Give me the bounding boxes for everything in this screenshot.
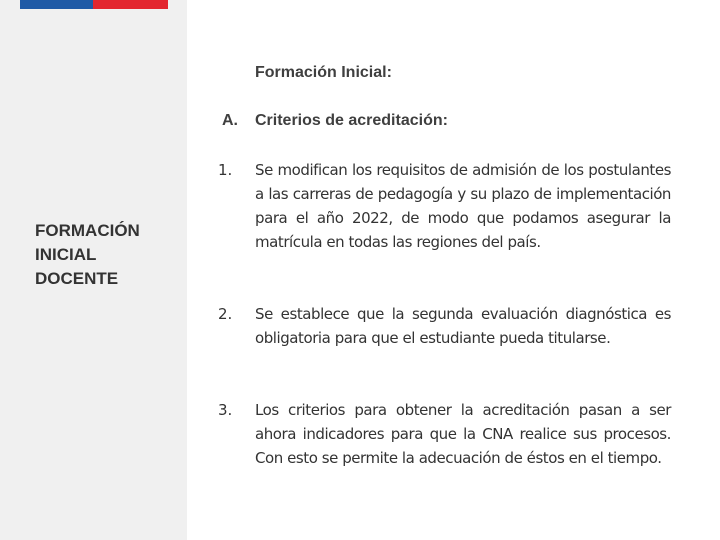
list-item-text: Se establece que la segunda evaluación diagnóstica es obligatoria para que el estudiante pueda titularse. — [255, 305, 671, 347]
list-item — [218, 398, 671, 470]
criteria-heading — [222, 112, 448, 130]
sidebar-title-line: FORMACIÓN — [35, 221, 140, 240]
heading-text: Criterios de acreditación: — [255, 112, 448, 129]
sidebar-title — [35, 219, 185, 291]
heading-marker: A. — [222, 112, 238, 129]
flag-stripe-blue — [20, 0, 93, 9]
list-item-text: Se modifican los requisitos de admisión de los postulantes a las carreras de pedagogía y su plazo de implementación para el año 2022, de modo que podamos asegurar la matrícula en todas las regiones del país. — [255, 161, 671, 251]
section-title: Formación Inicial: — [255, 64, 392, 81]
list-item-number: 2. — [218, 305, 233, 323]
sidebar-title-line: DOCENTE — [35, 269, 119, 288]
sidebar-panel — [0, 0, 187, 540]
list-item-number: 3. — [218, 401, 233, 419]
sidebar-title-line: INICIAL — [35, 245, 97, 264]
list-item-text: Los criterios para obtener la acreditación pasan a ser ahora indicadores para que la CNA realice sus procesos. Con esto se permite la adecuación de éstos en el tiempo. — [255, 401, 671, 467]
list-item-number: 1. — [218, 161, 233, 179]
list-item — [218, 302, 671, 350]
flag-stripe-red — [93, 0, 168, 9]
list-item — [218, 158, 671, 254]
